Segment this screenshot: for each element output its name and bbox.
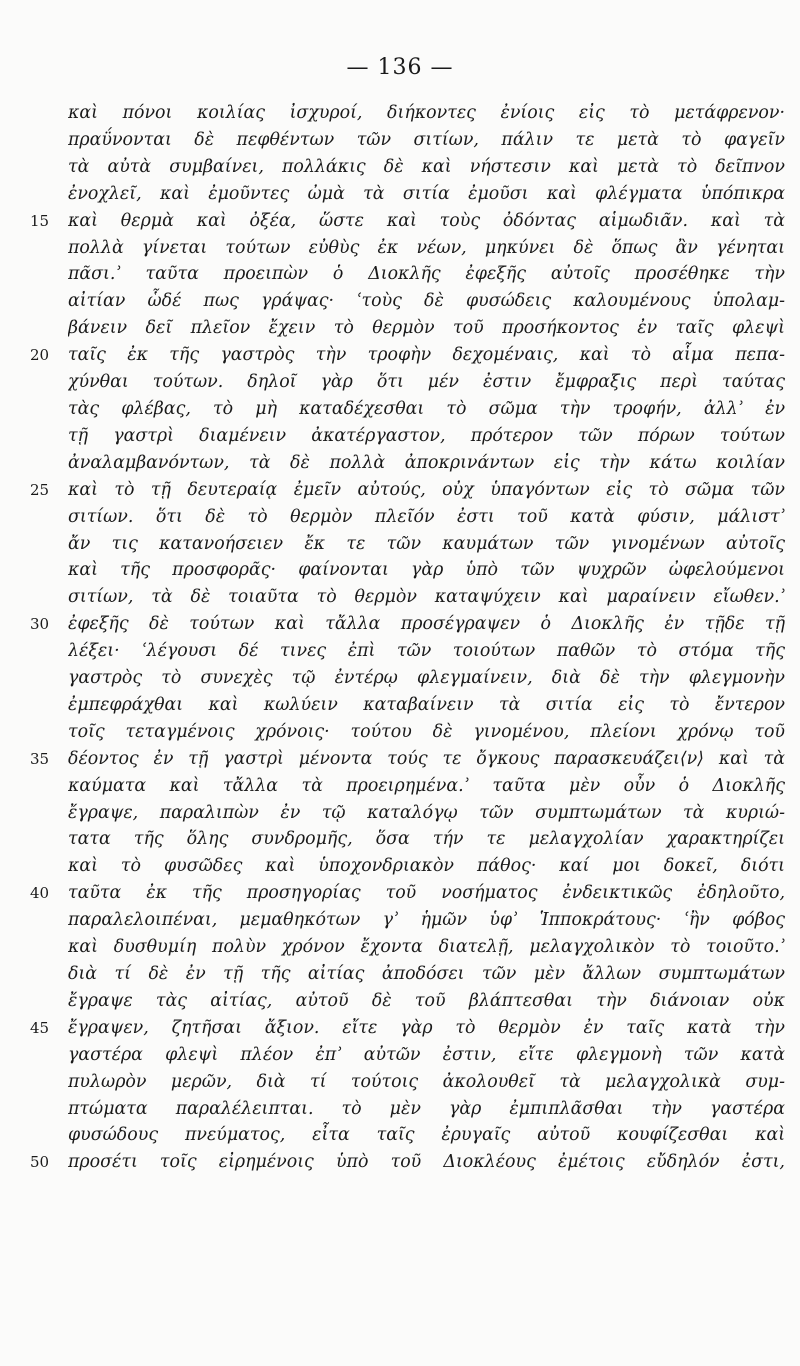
- line-text: τοῖς τεταγμένοις χρόνοις· τούτου δὲ γινομένου, πλείονι χρόνῳ τοῦ: [68, 721, 785, 742]
- text-line: [30, 1149, 785, 1176]
- text-line: [30, 288, 785, 315]
- line-text: σιτίων. ὅτι δὲ τὸ θερμὸν πλεῖόν ἐστι τοῦ κατὰ φύσιν, μάλιστʾ: [68, 506, 785, 527]
- line-text: πυλωρὸν μερῶν, διὰ τί τούτοις ἀκολουθεῖ τὰ μελαγχολικὰ συμ-: [68, 1071, 785, 1092]
- text-line: [30, 315, 785, 342]
- line-text: σιτίων, τὰ δὲ τοιαῦτα τὸ θερμὸν καταψύχειν καὶ μαραίνειν εἴωθεν.ʾ: [68, 587, 785, 608]
- text-line: [30, 127, 785, 154]
- line-text: γαστρὸς τὸ συνεχὲς τῷ ἐντέρῳ φλεγμαίνειν, διὰ δὲ τὴν φλεγμονὴν: [68, 668, 785, 689]
- line-text: δέοντος ἐν τῇ γαστρὶ μένοντα τούς τε ὄγκους παρασκευάζει⟨ν⟩ καὶ τὰ: [68, 748, 785, 769]
- text-line: [30, 692, 785, 719]
- line-text: καὶ πόνοι κοιλίας ἰσχυροί, διήκοντες ἐνίοις εἰς τὸ μετάφρενον·: [68, 103, 785, 123]
- line-text: πτώματα παραλέλειπται. τὸ μὲν γὰρ ἐμπιπλᾶσθαι τὴν γαστέρα: [68, 1098, 785, 1119]
- text-line: [30, 423, 785, 450]
- text-line: [30, 584, 785, 611]
- line-text: ἐνοχλεῖ, καὶ ἐμοῦντες ὠμὰ τὰ σιτία ἐμοῦσι καὶ φλέγματα ὑπόπικρα: [68, 183, 785, 204]
- text-line: [30, 1015, 785, 1042]
- body-text: [30, 100, 785, 1176]
- line-text: τὰς φλέβας, τὸ μὴ καταδέχεσθαι τὸ σῶμα τὴν τροφήν, ἀλλʾ ἐν: [68, 398, 785, 419]
- line-text: ταῦτα ἐκ τῆς προσηγορίας τοῦ νοσήματος ἐνδεικτικῶς ἐδηλοῦτο,: [68, 883, 785, 904]
- text-line: [30, 208, 785, 235]
- text-line: [30, 342, 785, 369]
- line-number: 35: [30, 749, 50, 768]
- page-number: — 136 —: [346, 55, 454, 80]
- text-line: [30, 988, 785, 1015]
- line-text: αἰτίαν ὧδέ πως γράψας· ʿτοὺς δὲ φυσώδεις καλουμένους ὑπολαμ-: [68, 291, 785, 312]
- text-line: [30, 719, 785, 746]
- line-number: 25: [30, 480, 50, 499]
- text-line: [30, 450, 785, 477]
- line-text: καὶ δυσθυμίη πολὺν χρόνον ἔχοντα διατελῇ, μελαγχολικὸν τὸ τοιοῦτο.ʾ: [68, 937, 785, 958]
- line-text: καὶ τὸ τῇ δευτεραίᾳ ἐμεῖν αὐτούς, οὐχ ὑπαγόντων εἰς τὸ σῶμα τῶν: [68, 479, 785, 500]
- text-line: [30, 181, 785, 208]
- text-line: [30, 1122, 785, 1149]
- line-text: πραΰνονται δὲ πεφθέντων τῶν σιτίων, πάλιν τε μετὰ τὸ φαγεῖν: [68, 129, 785, 150]
- text-line: [30, 800, 785, 827]
- line-number: 50: [30, 1153, 50, 1172]
- line-number: 20: [30, 346, 50, 365]
- line-text: λέξει· ʿλέγουσι δέ τινες ἐπὶ τῶν τοιούτων παθῶν τὸ στόμα τῆς: [68, 641, 785, 662]
- text-line: [30, 1042, 785, 1069]
- line-number: 45: [30, 1018, 50, 1037]
- line-text: χύνθαι τούτων. δηλοῖ γὰρ ὅτι μέν ἐστιν ἔμφραξις περὶ ταύτας: [68, 372, 785, 393]
- line-text: ἐμπεφράχθαι καὶ κωλύειν καταβαίνειν τὰ σιτία εἰς τὸ ἔντερον: [68, 694, 785, 715]
- line-text: καὶ τὸ φυσῶδες καὶ ὑποχονδριακὸν πάθος· καί μοι δοκεῖ, διότι: [68, 856, 785, 877]
- text-line: [30, 638, 785, 665]
- line-text: τῇ γαστρὶ διαμένειν ἀκατέργαστον, πρότερον τῶν πόρων τούτων: [68, 425, 785, 446]
- text-line: [30, 504, 785, 531]
- line-text: φυσώδους πνεύματος, εἶτα ταῖς ἐρυγαῖς αὐτοῦ κουφίζεσθαι καὶ: [68, 1125, 785, 1146]
- text-line: [30, 1069, 785, 1096]
- line-number: 15: [30, 211, 50, 230]
- text-line: [30, 826, 785, 853]
- text-line: [30, 611, 785, 638]
- line-text: καὶ θερμὰ καὶ ὀξέα, ὥστε καὶ τοὺς ὀδόντας αἱμωδιᾶν. καὶ τὰ: [68, 210, 785, 231]
- text-line: [30, 477, 785, 504]
- text-line: [30, 369, 785, 396]
- line-text: ἔγραψε, παραλιπὼν ἐν τῷ καταλόγῳ τῶν συμπτωμάτων τὰ κυριώ-: [68, 802, 785, 823]
- text-line: [30, 531, 785, 558]
- line-text: ἔγραψε τὰς αἰτίας, αὐτοῦ δὲ τοῦ βλάπτεσθαι τὴν διάνοιαν οὐκ: [68, 990, 785, 1011]
- text-line: [30, 235, 785, 262]
- text-line: [30, 100, 785, 127]
- text-line: [30, 557, 785, 584]
- line-text: πᾶσι.ʾ ταῦτα προειπὼν ὁ Διοκλῆς ἐφεξῆς αὐτοῖς προσέθηκε τὴν: [68, 264, 785, 285]
- line-text: διὰ τί δὲ ἐν τῇ τῆς αἰτίας ἀποδόσει τῶν μὲν ἄλλων συμπτωμάτων: [68, 964, 785, 984]
- line-text: ἀναλαμβανόντων, τὰ δὲ πολλὰ ἀποκρινάντων εἰς τὴν κάτω κοιλίαν: [68, 452, 785, 473]
- text-line: [30, 907, 785, 934]
- line-text: καὶ τῆς προσφορᾶς· φαίνονται γὰρ ὑπὸ τῶν ψυχρῶν ὠφελούμενοι: [68, 560, 785, 581]
- line-text: ἐφεξῆς δὲ τούτων καὶ τἄλλα προσέγραψεν ὁ Διοκλῆς ἐν τῇδε τῇ: [68, 614, 785, 635]
- line-text: τατα τῆς ὅλης συνδρομῆς, ὅσα τήν τε μελαγχολίαν χαρακτηρίζει: [68, 829, 785, 850]
- text-line: [30, 1096, 785, 1123]
- text-line: [30, 961, 785, 988]
- text-line: [30, 154, 785, 181]
- line-number: 30: [30, 615, 50, 634]
- line-text: γαστέρα φλεψὶ πλέον ἐπʾ αὐτῶν ἐστιν, εἴτε φλεγμονὴ τῶν κατὰ: [68, 1044, 785, 1065]
- line-text: βάνειν δεῖ πλεῖον ἔχειν τὸ θερμὸν τοῦ προσήκοντος ἐν ταῖς φλεψὶ: [68, 318, 785, 339]
- text-line: [30, 261, 785, 288]
- line-text: ἔγραψεν, ζητῆσαι ἄξιον. εἴτε γὰρ τὸ θερμὸν ἐν ταῖς κατὰ τὴν: [68, 1017, 785, 1038]
- line-number: 40: [30, 884, 50, 903]
- text-line: [30, 746, 785, 773]
- text-line: [30, 665, 785, 692]
- line-text: παραλελοιπέναι, μεμαθηκότων γʾ ἡμῶν ὑφʾ Ἱπποκράτους· ʿἢν φόβος: [68, 910, 785, 931]
- line-text: πολλὰ γίνεται τούτων εὐθὺς ἐκ νέων, μηκύνει δὲ ὅπως ἂν γένηται: [68, 237, 785, 258]
- line-text: ταῖς ἐκ τῆς γαστρὸς τὴν τροφὴν δεχομέναις, καὶ τὸ αἷμα πεπα-: [68, 345, 785, 366]
- text-line: [30, 853, 785, 880]
- text-line: [30, 773, 785, 800]
- line-text: προσέτι τοῖς εἰρημένοις ὑπὸ τοῦ Διοκλέους ἐμέτοις εὔδηλόν ἐστι,: [68, 1152, 785, 1173]
- text-line: [30, 880, 785, 907]
- line-text: ἄν τις κατανοήσειεν ἔκ τε τῶν καυμάτων τῶν γινομένων αὐτοῖς: [68, 533, 785, 554]
- line-text: τὰ αὐτὰ συμβαίνει, πολλάκις δὲ καὶ νήστεσιν καὶ μετὰ τὸ δεῖπνον: [68, 156, 785, 177]
- line-text: καύματα καὶ τἄλλα τὰ προειρημένα.ʾ ταῦτα μὲν οὖν ὁ Διοκλῆς: [68, 775, 785, 796]
- text-line: [30, 396, 785, 423]
- text-line: [30, 934, 785, 961]
